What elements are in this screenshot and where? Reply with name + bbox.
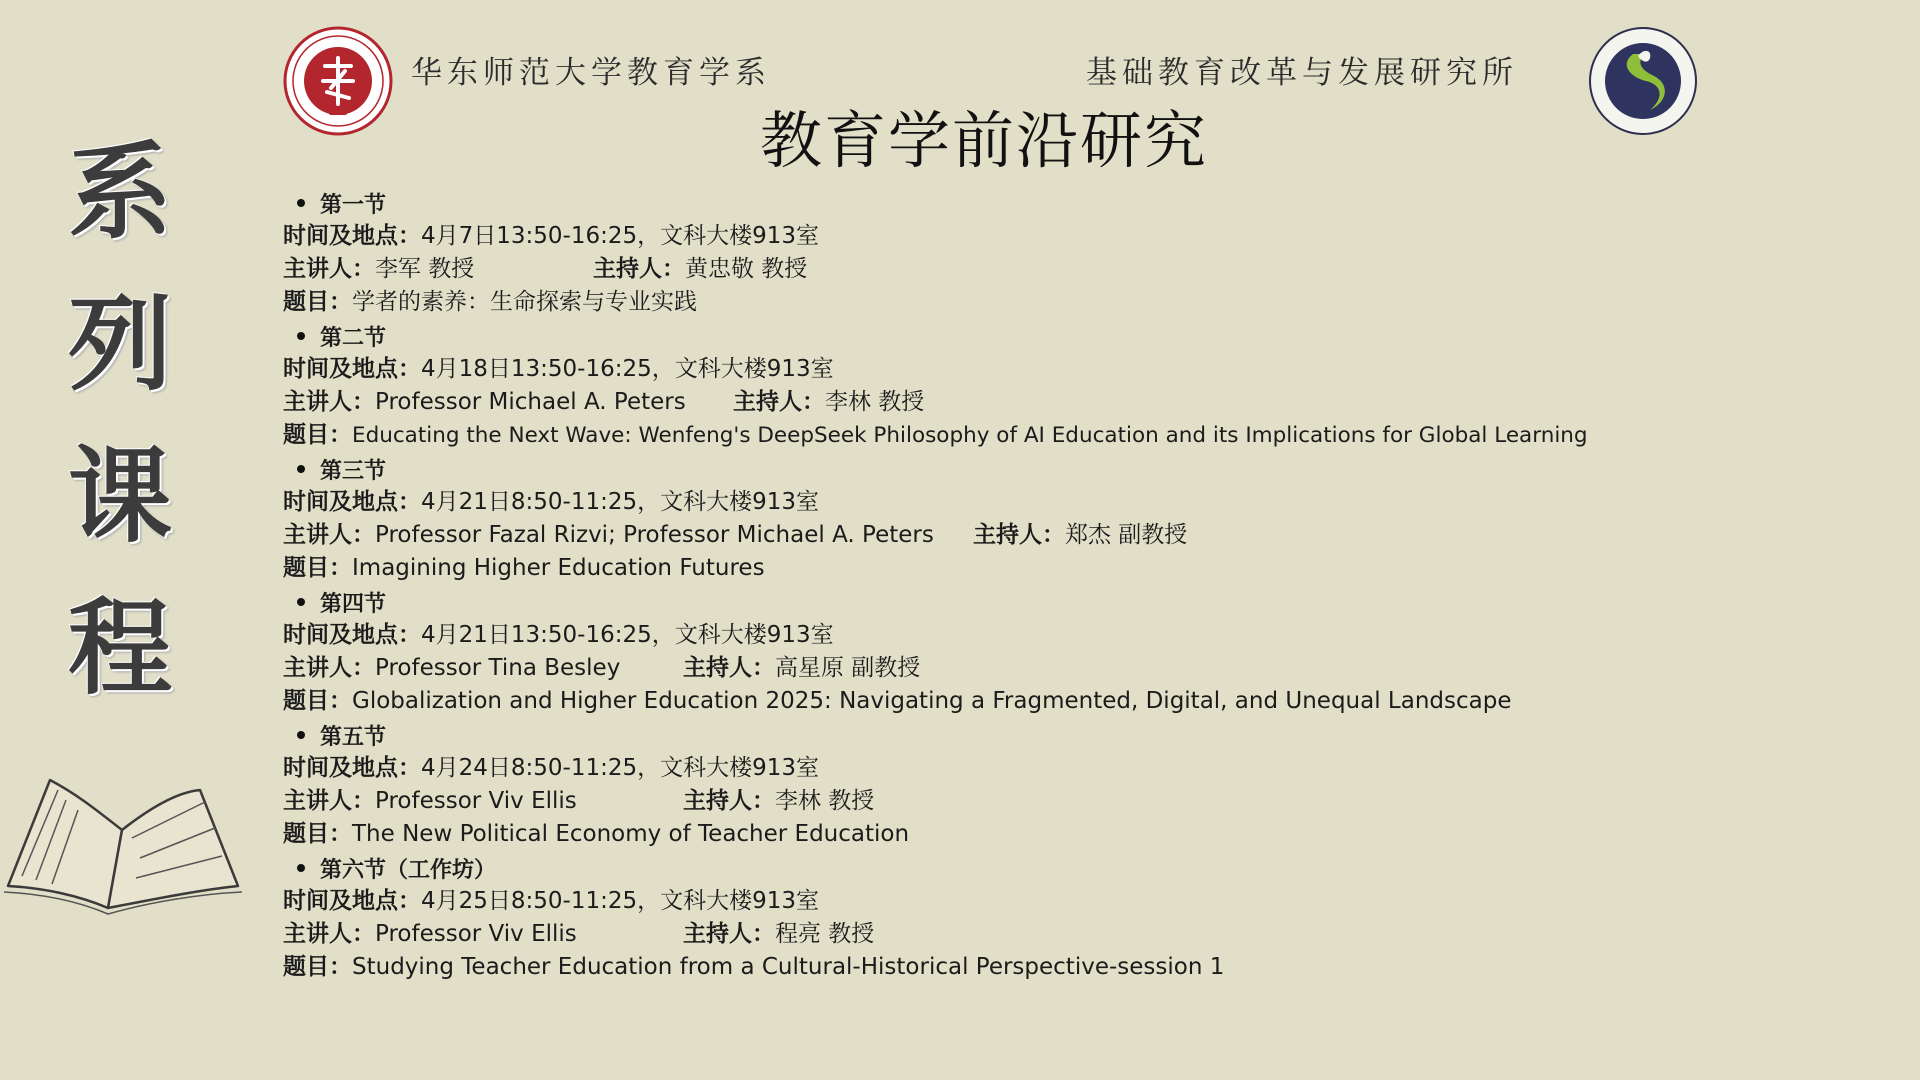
vertical-title-char: 列 bbox=[67, 282, 172, 405]
topic-label: 题目： bbox=[283, 954, 352, 980]
open-book-icon bbox=[0, 768, 245, 918]
speaker-line bbox=[283, 253, 1643, 286]
session-list bbox=[283, 186, 1643, 984]
department-name: 华东师范大学教育学系 bbox=[411, 55, 771, 91]
topic-line bbox=[283, 951, 1643, 984]
time-place-line bbox=[283, 220, 1643, 253]
topic-value: Studying Teacher Education from a Cultural-Historical Perspective-session 1 bbox=[352, 954, 1225, 980]
host-label: 主持人： bbox=[733, 389, 825, 415]
time-place-line bbox=[283, 885, 1643, 918]
time-place-label: 时间及地点： bbox=[283, 223, 421, 249]
time-place-line bbox=[283, 486, 1643, 519]
session-number: 第五节 bbox=[320, 724, 387, 750]
speaker-label: 主讲人： bbox=[283, 655, 375, 681]
topic-value: Globalization and Higher Education 2025: Navigating a Fragmented, Digital, and Unequal Landscape bbox=[352, 688, 1512, 714]
topic-value: The New Political Economy of Teacher Education bbox=[352, 821, 910, 847]
topic-line bbox=[283, 818, 1643, 851]
speaker-value: 李军 教授 bbox=[375, 256, 475, 282]
session-heading bbox=[283, 186, 1643, 220]
speaker-line bbox=[283, 918, 1643, 951]
host-value: 程亮 教授 bbox=[775, 921, 875, 947]
session-heading bbox=[283, 585, 1643, 619]
session-block bbox=[283, 452, 1643, 585]
time-place-value: 4月24日8:50-11:25，文科大楼913室 bbox=[421, 755, 820, 781]
vertical-series-title bbox=[40, 130, 200, 748]
topic-label: 题目： bbox=[283, 821, 352, 847]
time-place-value: 4月18日13:50-16:25，文科大楼913室 bbox=[421, 356, 834, 382]
session-block bbox=[283, 851, 1643, 984]
speaker-label: 主讲人： bbox=[283, 256, 375, 282]
speaker-value: Professor Viv Ellis bbox=[375, 921, 577, 947]
speaker-line bbox=[283, 386, 1643, 419]
vertical-title-char: 程 bbox=[67, 586, 172, 709]
session-heading bbox=[283, 851, 1643, 885]
speaker-value: Professor Michael A. Peters bbox=[375, 389, 686, 415]
bullet-icon bbox=[297, 332, 305, 340]
topic-label: 题目： bbox=[283, 289, 352, 315]
time-place-value: 4月7日13:50-16:25，文科大楼913室 bbox=[421, 223, 820, 249]
bullet-icon bbox=[297, 864, 305, 872]
time-place-line bbox=[283, 619, 1643, 652]
topic-line bbox=[283, 419, 1643, 452]
speaker-value: Professor Fazal Rizvi; Professor Michael A. Peters bbox=[375, 522, 934, 548]
host-label: 主持人： bbox=[593, 256, 685, 282]
speaker-label: 主讲人： bbox=[283, 921, 375, 947]
time-place-label: 时间及地点： bbox=[283, 755, 421, 781]
time-place-label: 时间及地点： bbox=[283, 489, 421, 515]
bullet-icon bbox=[297, 199, 305, 207]
vertical-title-char: 系 bbox=[67, 130, 172, 253]
host-value: 李林 教授 bbox=[825, 389, 925, 415]
topic-value: 学者的素养：生命探索与专业实践 bbox=[352, 289, 697, 315]
topic-line bbox=[283, 685, 1643, 718]
session-number: 第三节 bbox=[320, 458, 387, 484]
topic-label: 题目： bbox=[283, 555, 352, 581]
time-place-line bbox=[283, 353, 1643, 386]
time-place-value: 4月25日8:50-11:25，文科大楼913室 bbox=[421, 888, 820, 914]
host-value: 李林 教授 bbox=[775, 788, 875, 814]
topic-line bbox=[283, 286, 1643, 319]
session-heading bbox=[283, 452, 1643, 486]
session-block bbox=[283, 319, 1643, 452]
speaker-value: Professor Tina Besley bbox=[375, 655, 621, 681]
host-label: 主持人： bbox=[683, 655, 775, 681]
speaker-line bbox=[283, 785, 1643, 818]
session-number: 第四节 bbox=[320, 591, 387, 617]
vertical-title-char: 课 bbox=[67, 434, 172, 557]
time-place-label: 时间及地点： bbox=[283, 356, 421, 382]
session-block bbox=[283, 585, 1643, 718]
host-value: 黄忠敬 教授 bbox=[685, 256, 808, 282]
session-number: 第六节（工作坊） bbox=[320, 857, 497, 883]
session-block bbox=[283, 186, 1643, 319]
session-number: 第二节 bbox=[320, 325, 387, 351]
topic-line bbox=[283, 552, 1643, 585]
time-place-value: 4月21日8:50-11:25，文科大楼913室 bbox=[421, 489, 820, 515]
topic-label: 题目： bbox=[283, 688, 352, 714]
page-title: 教育学前沿研究 bbox=[759, 104, 1208, 177]
speaker-label: 主讲人： bbox=[283, 788, 375, 814]
speaker-label: 主讲人： bbox=[283, 522, 375, 548]
host-label: 主持人： bbox=[683, 921, 775, 947]
host-label: 主持人： bbox=[973, 522, 1065, 548]
topic-value: Imagining Higher Education Futures bbox=[352, 555, 765, 581]
host-value: 高星原 副教授 bbox=[775, 655, 921, 681]
session-heading bbox=[283, 718, 1643, 752]
bullet-icon bbox=[297, 731, 305, 739]
bullet-icon bbox=[297, 598, 305, 606]
topic-value: Educating the Next Wave: Wenfeng's DeepSeek Philosophy of AI Education and its Implications for Global Learning bbox=[352, 423, 1588, 448]
speaker-value: Professor Viv Ellis bbox=[375, 788, 577, 814]
time-place-label: 时间及地点： bbox=[283, 888, 421, 914]
bullet-icon bbox=[297, 465, 305, 473]
host-value: 郑杰 副教授 bbox=[1065, 522, 1188, 548]
speaker-label: 主讲人： bbox=[283, 389, 375, 415]
speaker-line bbox=[283, 519, 1643, 552]
session-block bbox=[283, 718, 1643, 851]
time-place-label: 时间及地点： bbox=[283, 622, 421, 648]
speaker-line bbox=[283, 652, 1643, 685]
session-number: 第一节 bbox=[320, 192, 387, 218]
time-place-value: 4月21日13:50-16:25，文科大楼913室 bbox=[421, 622, 834, 648]
session-heading bbox=[283, 319, 1643, 353]
time-place-line bbox=[283, 752, 1643, 785]
topic-label: 题目： bbox=[283, 422, 352, 448]
institute-name: 基础教育改革与发展研究所 bbox=[1086, 55, 1518, 91]
host-label: 主持人： bbox=[683, 788, 775, 814]
